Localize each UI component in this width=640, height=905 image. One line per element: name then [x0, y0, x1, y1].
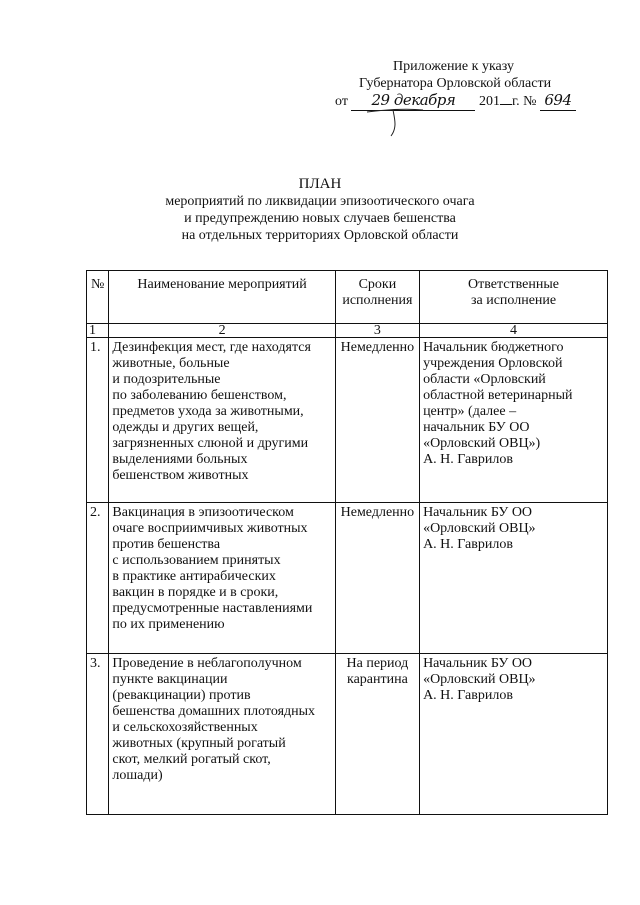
measure-name-line: выделениями больных: [112, 452, 248, 467]
measure-name-line: одежды и других вещей,: [112, 420, 259, 435]
measure-name-line: Дезинфекция мест, где находятся: [112, 340, 311, 355]
decree-attachment-header: [335, 58, 615, 111]
handwritten-year: [500, 104, 512, 105]
signature-flourish-icon: [363, 106, 443, 140]
row-number: 3.: [87, 654, 109, 815]
measure-responsible-line: Начальник БУ ОО: [423, 656, 533, 671]
measure-name-line: и сельскохозяйственных: [112, 720, 258, 735]
measure-name-line: (ревакцинации) против: [112, 688, 251, 703]
measure-responsible-line: Начальник БУ ОО: [423, 505, 533, 520]
measure-responsible-line: учреждения Орловской: [423, 356, 563, 371]
handwritten-number: [540, 92, 576, 111]
measure-responsible-line: «Орловский ОВЦ»: [423, 521, 536, 536]
year-suffix: г.: [511, 94, 520, 109]
year-prefix: 201: [478, 94, 500, 109]
measure-responsible-line: Начальник бюджетного: [423, 340, 564, 355]
measure-name-line: животные, больные: [112, 356, 230, 371]
measure-term-line: карантина: [346, 672, 408, 687]
table-row: [87, 654, 608, 815]
measure-responsible-line: А. Н. Гаврилов: [423, 537, 513, 552]
column-number: 4: [420, 324, 608, 338]
table-header-row: [87, 271, 608, 324]
measure-name-line: против бешенства: [112, 537, 221, 552]
row-number: 2.: [87, 503, 109, 654]
measure-name-line: животных (крупный рогатый: [112, 736, 286, 751]
measure-name-line: с использованием принятых: [112, 553, 281, 568]
date-number-line: [335, 92, 615, 111]
measure-name-line: в практике антирабических: [112, 569, 276, 584]
measure-term-line: Немедленно: [340, 340, 415, 355]
measures-table: [86, 270, 608, 815]
plan-subtitle-line-2: и предупреждению новых случаев бешенства: [184, 211, 456, 226]
measure-name-line: вакцин в порядке и в сроки,: [112, 585, 279, 600]
measure-responsible-line: А. Н. Гаврилов: [423, 452, 513, 467]
header-term-line-1: Сроки: [358, 277, 397, 292]
header-name: Наименование мероприятий: [109, 271, 335, 324]
measure-name: [109, 338, 335, 503]
measure-responsible: [420, 654, 608, 815]
measure-name-line: Проведение в неблагополучном: [112, 656, 302, 671]
measure-name-line: по заболеванию бешенством,: [112, 388, 287, 403]
measure-responsible-line: начальник БУ ОО: [423, 420, 530, 435]
plan-title: ПЛАН: [298, 176, 342, 192]
measure-name-line: по их применению: [112, 617, 225, 632]
measure-name-line: пункте вакцинации: [112, 672, 228, 687]
number-label: №: [523, 94, 537, 109]
header-term-line-2: исполнения: [342, 293, 413, 308]
measure-responsible-line: областной ветеринарный: [423, 388, 573, 403]
measure-name-line: скот, мелкий рогатый скот,: [112, 752, 271, 767]
measure-responsible-line: центр» (далее –: [423, 404, 517, 419]
measure-name-line: бешенства домашних плотоядных: [112, 704, 316, 719]
plan-subtitle-line-1: мероприятий по ликвидации эпизоотического очага: [165, 194, 475, 209]
measure-name-line: лошади): [112, 768, 163, 783]
header-responsible-line-1: Ответственные: [468, 277, 559, 292]
measure-responsible-line: «Орловский ОВЦ»): [423, 436, 541, 451]
measure-responsible-line: А. Н. Гаврилов: [423, 688, 513, 703]
column-number: 3: [335, 324, 419, 338]
measure-name: [109, 654, 335, 815]
measure-term-line: На период: [346, 656, 409, 671]
measure-term-line: Немедленно: [340, 505, 415, 520]
measure-name-line: предметов ухода за животными,: [112, 404, 304, 419]
handwritten-date-text: 29 декабря: [371, 91, 456, 109]
measure-responsible-line: «Орловский ОВЦ»: [423, 672, 536, 687]
measure-name-line: и подозрительные: [112, 372, 221, 387]
plan-title-block: [0, 176, 640, 244]
measure-name-line: очаге восприимчивых животных: [112, 521, 308, 536]
row-number: 1.: [87, 338, 109, 503]
measure-name: [109, 503, 335, 654]
header-responsible: [420, 271, 608, 324]
governor-label: Губернатора Орловской области: [359, 76, 552, 91]
measure-term: [335, 503, 419, 654]
header-num: №: [87, 271, 109, 324]
column-number: 1: [87, 324, 109, 338]
measure-responsible: [420, 338, 608, 503]
measure-term: [335, 654, 419, 815]
measure-responsible-line: области «Орловский: [423, 372, 546, 387]
header-responsible-line-2: за исполнение: [470, 293, 557, 308]
table-row: [87, 338, 608, 503]
measure-name-line: загрязненных слюной и другими: [112, 436, 309, 451]
plan-subtitle-line-3: на отдельных территориях Орловской области: [181, 228, 459, 243]
measure-name-line: Вакцинация в эпизоотическом: [112, 505, 294, 520]
from-label: от: [335, 94, 348, 109]
measure-responsible: [420, 503, 608, 654]
measure-name-line: предусмотренные наставлениями: [112, 601, 313, 616]
measure-term: [335, 338, 419, 503]
attachment-label: Приложение к указу: [393, 59, 514, 74]
handwritten-number-text: 694: [544, 91, 572, 109]
column-number-row: [87, 324, 608, 338]
measure-name-line: бешенством животных: [112, 468, 249, 483]
header-term: [335, 271, 419, 324]
column-number: 2: [109, 324, 335, 338]
table-row: [87, 503, 608, 654]
